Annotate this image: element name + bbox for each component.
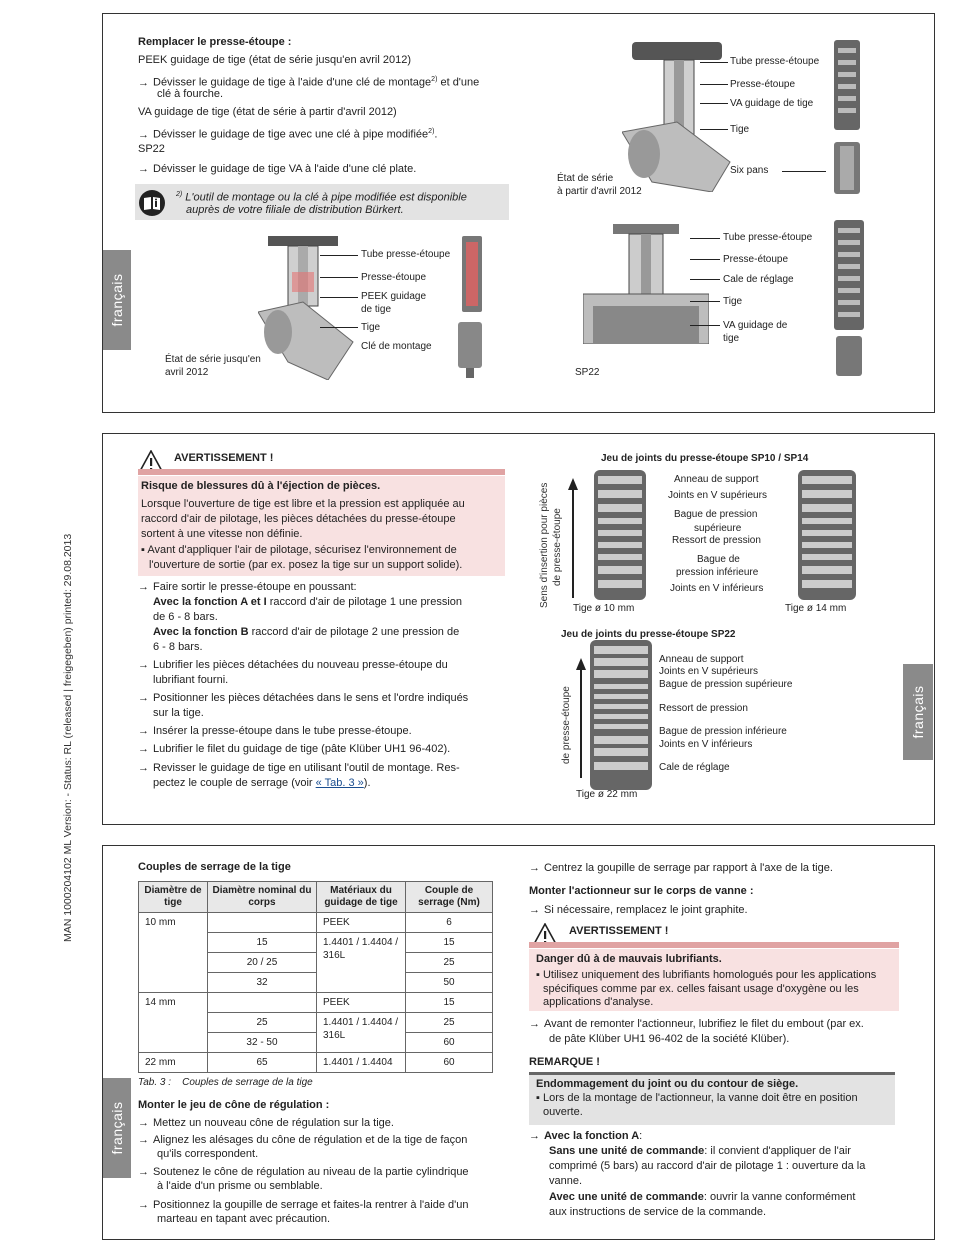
step-detail: Sans une unité de commande: il convient d'appliquer de l'air xyxy=(549,1145,851,1157)
table-title: Couples de serrage de la tige xyxy=(138,861,291,873)
step-cont: marteau en tapant avec précaution. xyxy=(157,1213,331,1225)
label: Anneau de support xyxy=(659,654,744,665)
insertion-direction-arrow-icon xyxy=(576,658,586,778)
valve-diagram-va xyxy=(622,42,732,192)
label: de tige xyxy=(361,304,392,315)
table-row: 32 50 xyxy=(139,973,493,993)
label: Cale de réglage xyxy=(723,274,794,285)
language-tab: français xyxy=(103,1078,131,1178)
label: Presse-étoupe xyxy=(361,272,427,283)
label: Bague de pression inférieure xyxy=(659,726,787,737)
label: Tube presse-étoupe xyxy=(730,56,820,67)
note-text: $^{2)}$ L'outil de montage ou la clé à pipe modifiée est disponible xyxy=(176,191,467,204)
label: Tube presse-étoupe xyxy=(723,232,813,243)
warning-title: AVERTISSEMENT ! xyxy=(569,925,669,937)
column-header: Diamètre de tige xyxy=(139,882,208,913)
column-header: Matériaux du guidage de tige xyxy=(317,882,406,913)
step-cont: à l'aide d'un prisme ou semblable. xyxy=(157,1180,323,1192)
note-bullet-cont: ouverte. xyxy=(543,1106,583,1118)
torque-table xyxy=(138,881,493,1073)
sp22-title: SP22 xyxy=(138,143,165,155)
step-detail: vanne. xyxy=(549,1175,583,1187)
label: Joints en V supérieurs xyxy=(668,490,767,501)
warning-bullet-cont: l'ouverture de sortie (par ex. posez la tige sur un support solide). xyxy=(149,559,463,571)
step: → Mettez un nouveau cône de régulation sur la tige. xyxy=(138,1117,394,1129)
step: → Si nécessaire, remplacez le joint graphite. xyxy=(529,904,748,916)
caption: État de série xyxy=(557,173,614,184)
caption: État de série jusqu'en xyxy=(165,354,261,365)
stuffing-box-part xyxy=(832,40,862,130)
step-detail: comprimé (5 bars) au raccord d'air de pilotage 1 : ouverture da la xyxy=(549,1160,866,1172)
step: → Lubrifier les pièces détachées du nouveau presse-étoupe du xyxy=(138,659,448,671)
step-cont: pectez le couple de serrage (voir « Tab. 3 »). xyxy=(153,777,371,789)
label: Six pans xyxy=(730,165,769,176)
axis-label: de presse-étoupe xyxy=(561,686,572,764)
step: → Centrez la goupille de serrage par rapport à l'axe de la tige. xyxy=(529,862,833,874)
section-heading: Remplacer le presse-étoupe : xyxy=(138,36,292,48)
warning-bullet-cont: applications d'analyse. xyxy=(543,996,654,1008)
step-detail: 6 - 8 bars. xyxy=(153,641,203,653)
seal-set-sp10 xyxy=(584,470,656,600)
step-cont: qu'ils correspondent. xyxy=(157,1148,259,1160)
axis-label: de presse-étoupe xyxy=(552,508,563,586)
label: Tige xyxy=(361,322,381,333)
mounting-key-part xyxy=(456,318,484,380)
label: Presse-étoupe xyxy=(730,79,796,90)
step-cont: sur la tige. xyxy=(153,707,204,719)
table-row: 14 mm PEEK 15 xyxy=(139,993,493,1013)
insertion-direction-arrow-icon xyxy=(568,478,578,598)
table-row: 20 / 25 25 xyxy=(139,953,493,973)
step-detail: de 6 - 8 bars. xyxy=(153,611,218,623)
step-detail: Avec la fonction A et I raccord d'air de pilotage 1 une pression xyxy=(153,596,463,608)
warning-bullet: ▪ Utilisez uniquement des lubrifiants homologués pour les applications xyxy=(536,969,877,981)
label: VA guidage de tige xyxy=(730,98,814,109)
stuffing-box-part xyxy=(832,220,866,330)
label: Anneau de support xyxy=(674,474,759,485)
label: Bague de pression supérieure xyxy=(659,679,793,690)
seal-set-sp22 xyxy=(586,640,656,790)
step-detail: Avec la fonction B raccord d'air de pilotage 2 une pression de xyxy=(153,626,460,638)
label: Cale de réglage xyxy=(659,762,730,773)
label: tige xyxy=(723,333,740,344)
manual-book-icon xyxy=(138,189,166,217)
step: → Lubrifier le filet du guidage de tige (pâte Klüber UH1 96-402). xyxy=(138,743,451,755)
note-text-cont: auprès de votre filiale de distribution Bürkert. xyxy=(186,204,404,216)
va-guide-part xyxy=(834,336,864,376)
step: → Avec la fonction A: xyxy=(529,1130,643,1142)
table-row: 22 mm 65 1.4401 / 1.4404 60 xyxy=(139,1053,493,1073)
label: Joints en V supérieurs xyxy=(659,666,758,677)
label: PEEK guidage xyxy=(361,291,427,302)
note-bullet: ▪ Lors de la montage de l'actionneur, la vanne doit être en position xyxy=(536,1092,858,1104)
label: Joints en V inférieurs xyxy=(670,583,764,594)
label: supérieure xyxy=(694,523,742,534)
note-title: REMARQUE ! xyxy=(529,1056,600,1068)
peek-title: PEEK guidage de tige (état de série jusqu'en avril 2012) xyxy=(138,54,411,66)
step: → Faire sortir le presse-étoupe en poussant: xyxy=(138,581,357,593)
table-row: 10 mm PEEK 6 xyxy=(139,913,493,933)
va-step: → Dévisser le guidage de tige avec une clé à pipe modifiée$^{2)}$. xyxy=(138,128,438,141)
valve-diagram-sp22 xyxy=(583,224,709,344)
warning-text: sortent à une vitesse non définie. xyxy=(141,528,303,540)
step: → Avant de remonter l'actionneur, lubrifiez le filet du embout (par ex. xyxy=(529,1018,864,1030)
warning-title: AVERTISSEMENT ! xyxy=(174,452,274,464)
label: Tige xyxy=(730,124,750,135)
label: Bague de pression xyxy=(674,509,758,520)
caption: avril 2012 xyxy=(165,367,209,378)
step: → Positionnez la goupille de serrage et faites-la rentrer à l'aide d'un xyxy=(138,1199,469,1211)
step-detail: Avec une unité de commande: ouvrir la vanne conformément xyxy=(549,1191,856,1203)
caption: SP22 xyxy=(575,367,600,378)
axis-label: Sens d'insertion pour pièces xyxy=(539,482,550,608)
table-row: 25 1.4401 / 1.4404 / 316L 25 xyxy=(139,1013,493,1033)
warning-bullet-cont: spécifiques comme par ex. celles faisant usage d'oxygène ou les xyxy=(543,983,859,995)
column-header: Diamètre nominal du corps xyxy=(208,882,317,913)
warning-subtitle: Risque de blessures dû à l'éjection de pièces. xyxy=(141,480,381,492)
warning-bullet: ▪ Avant d'appliquer l'air de pilotage, sécurisez l'environnement de xyxy=(141,544,457,556)
column-header: Couple de serrage (Nm) xyxy=(406,882,493,913)
step: → Soutenez le cône de régulation au niveau de la partie cylindrique xyxy=(138,1166,469,1178)
caption: Tige ø 22 mm xyxy=(576,789,638,800)
warning-subtitle: Danger dû à de mauvais lubrifiants. xyxy=(536,953,722,965)
table-row: 32 - 50 60 xyxy=(139,1033,493,1053)
table-reference-link[interactable]: « Tab. 3 » xyxy=(315,777,364,789)
label: Tube presse-étoupe xyxy=(361,249,451,260)
caption: Tige ø 14 mm xyxy=(785,603,847,614)
label: Tige xyxy=(723,296,743,307)
peek-step: → Dévisser le guidage de tige à l'aide d'une clé de montage$^{2)}$ et d'une xyxy=(138,76,480,89)
step: → Revisser le guidage de tige en utilisant l'outil de montage. Res- xyxy=(138,762,460,774)
label: Ressort de pression xyxy=(672,535,761,546)
label: Clé de montage xyxy=(361,341,432,352)
figure-title: Jeu de joints du presse-étoupe SP10 / SP14 xyxy=(601,453,809,464)
hex-guide-part xyxy=(830,142,864,194)
note-subtitle: Endommagement du joint ou du contour de siège. xyxy=(536,1078,799,1090)
step-cont: de pâte Klüber UH1 96-402 de la société Klüber). xyxy=(549,1033,790,1045)
step: → Insérer la presse-étoupe dans le tube presse-étoupe. xyxy=(138,725,412,737)
table-caption: Tab. 3 : Couples de serrage de la tige xyxy=(138,1077,313,1088)
document-status-line: MAN 1000204102 ML Version: - Status: RL (released | freigegeben) printed: 29.08.2013 xyxy=(62,533,74,942)
step: → Alignez les alésages du cône de régulation et de la tige de façon xyxy=(138,1134,468,1146)
label: Joints en V inférieurs xyxy=(659,739,753,750)
table-row: 15 1.4401 / 1.4404 / 316L 15 xyxy=(139,933,493,953)
language-tab: français xyxy=(103,250,131,350)
warning-text: raccord d'air de pilotage, les pièces détachées du presse-étoupe xyxy=(141,513,456,525)
label: Bague de xyxy=(697,554,740,565)
label: pression inférieure xyxy=(676,567,759,578)
caption: Tige ø 10 mm xyxy=(573,603,635,614)
step-detail: aux instructions de service de la commande. xyxy=(549,1206,767,1218)
language-tab: français xyxy=(903,664,933,760)
label: VA guidage de xyxy=(723,320,788,331)
seal-set-sp14 xyxy=(792,470,862,600)
sp22-step: → Dévisser le guidage de tige VA à l'aide d'une clé plate. xyxy=(138,163,417,175)
stuffing-box-part xyxy=(460,236,484,312)
label: Ressort de pression xyxy=(659,703,748,714)
section-heading: Monter le jeu de cône de régulation : xyxy=(138,1099,330,1111)
figure-title: Jeu de joints du presse-étoupe SP22 xyxy=(561,629,736,640)
step-cont: lubrifiant fourni. xyxy=(153,674,229,686)
label: Presse-étoupe xyxy=(723,254,789,265)
peek-step-cont: clé à fourche. xyxy=(157,88,224,100)
section-heading: Monter l'actionneur sur le corps de vanne : xyxy=(529,885,754,897)
va-title: VA guidage de tige (état de série à partir d'avril 2012) xyxy=(138,106,397,118)
warning-text: Lorsque l'ouverture de tige est libre et la pression est appliquée au xyxy=(141,498,465,510)
caption: à partir d'avril 2012 xyxy=(557,186,642,197)
step: → Positionner les pièces détachées dans le sens et l'ordre indiqués xyxy=(138,692,469,704)
